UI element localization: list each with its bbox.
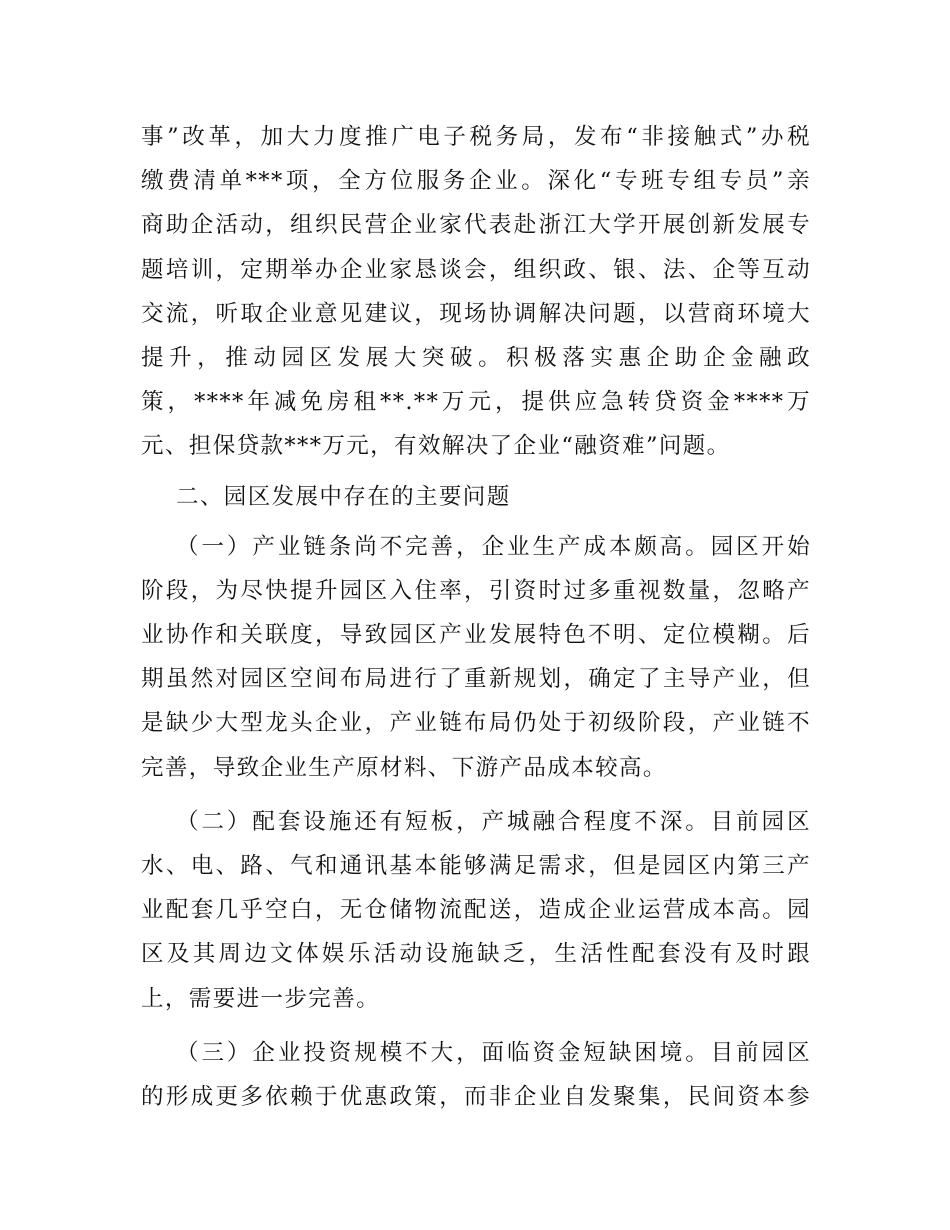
text-line: 水、电、路、气和通讯基本能够满足需求，但是园区内第三产 — [141, 853, 811, 879]
text-line: （三）企业投资规模不大，面临资金短缺困境。目前园区 — [176, 1039, 811, 1066]
text-line: （一）产业链条尚不完善，企业生产成本颇高。园区开始 — [176, 533, 811, 560]
text-line: 阶段，为尽快提升园区入住率，引资时过多重视数量，忽略产 — [141, 577, 811, 604]
paragraph-supporting-facilities — [141, 800, 811, 1021]
text-line: 完善，导致企业生产原材料、下游产品成本较高。 — [141, 754, 667, 781]
paragraph-industry-chain — [141, 525, 811, 790]
text-line: 元、担保贷款***万元，有效解决了企业“融资难”问题。 — [141, 433, 731, 460]
text-line: 交流，听取企业意见建议，现场协调解决问题，以营商环境大 — [141, 300, 811, 327]
heading-text: 二、园区发展中存在的主要问题 — [176, 483, 511, 510]
paragraph-investment-scale — [141, 1031, 811, 1119]
text-line: 缴费清单***项，全方位服务企业。深化“专班专组专员”亲 — [141, 168, 811, 195]
text-line: 业配套几乎空白，无仓储物流配送，造成企业运营成本高。园 — [141, 897, 811, 924]
paragraph-business-environment — [141, 115, 811, 469]
text-line: 上，需要进一步完善。 — [141, 985, 381, 1012]
text-line: 商助企活动，组织民营企业家代表赴浙江大学开展创新发展专 — [141, 212, 811, 239]
text-line: 是缺少大型龙头企业，产业链布局仍处于初级阶段，产业链不 — [141, 710, 811, 737]
text-line: （二）配套设施还有短板，产城融合程度不深。目前园区 — [176, 808, 811, 835]
text-line: 期虽然对园区空间布局进行了重新规划，确定了主导产业，但 — [141, 666, 811, 693]
text-line: 策，****年减免房租**.**万元，提供应急转贷资金****万 — [141, 389, 811, 416]
document-page — [141, 115, 811, 1119]
text-line: 提升，推动园区发展大突破。积极落实惠企助企金融政 — [141, 344, 811, 371]
text-line: 题培训，定期举办企业家恳谈会，组织政、银、法、企等互动 — [141, 256, 811, 283]
text-line: 区及其周边文体娱乐活动设施缺乏，生活性配套没有及时跟 — [141, 941, 811, 968]
text-line: 事”改革，加大力度推广电子税务局，发布“非接触式”办税 — [141, 124, 811, 150]
text-line: 业协作和关联度，导致园区产业发展特色不明、定位模糊。后 — [141, 622, 811, 649]
section-heading — [141, 475, 811, 519]
text-line: 的形成更多依赖于优惠政策，而非企业自发聚集，民间资本参 — [141, 1083, 811, 1110]
